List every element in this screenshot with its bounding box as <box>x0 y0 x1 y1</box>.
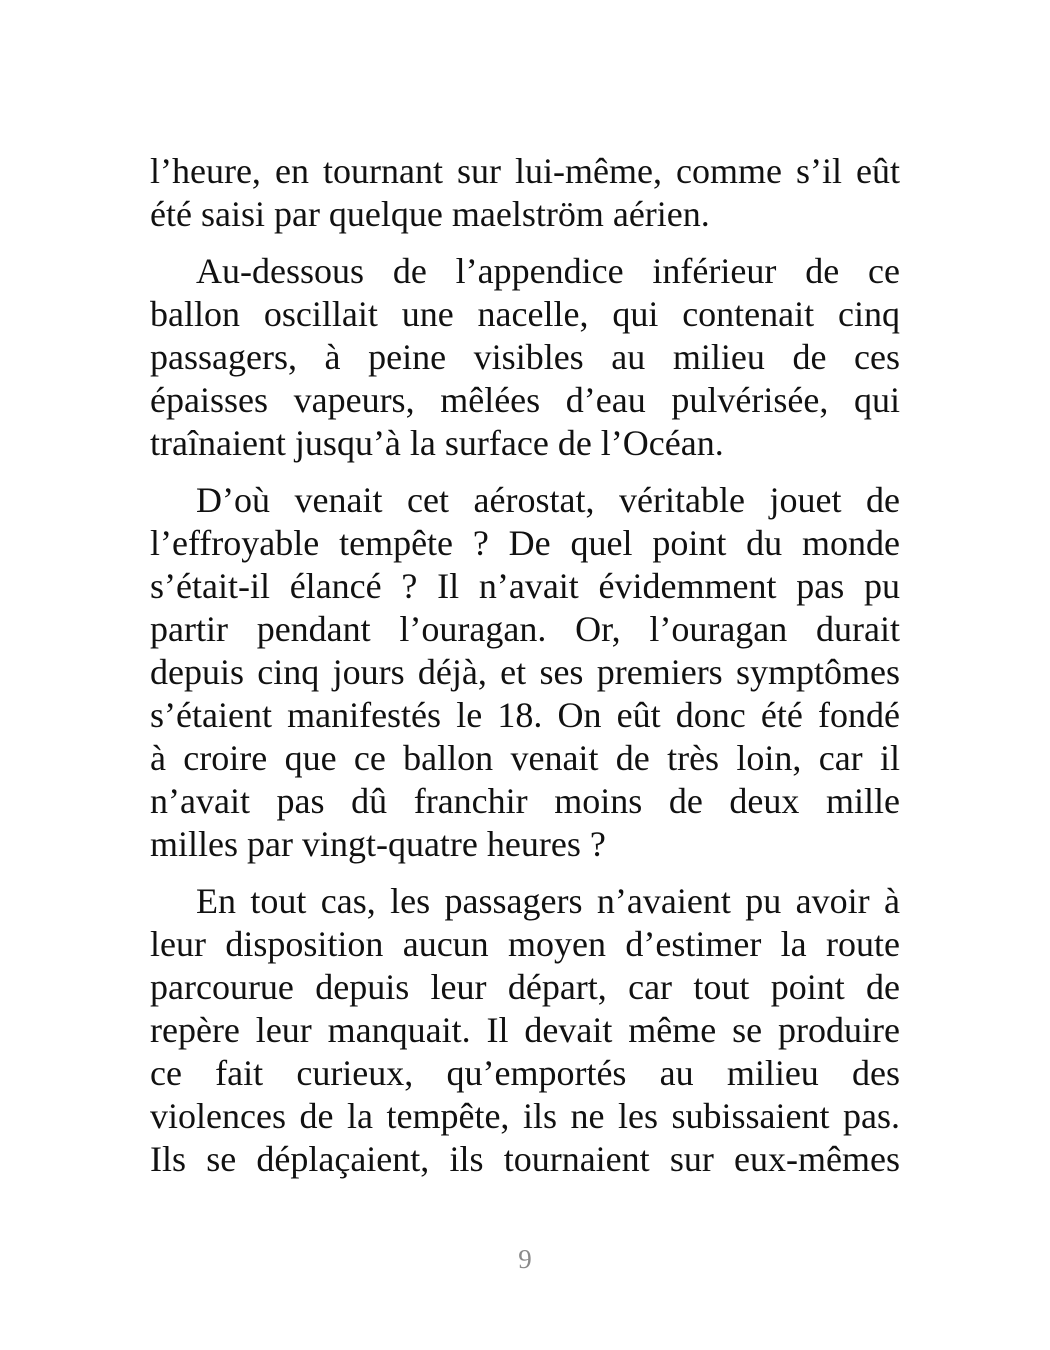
text-line: Ils se déplaçaient, ils tournaient sur eux-mêmes <box>150 1139 900 1179</box>
text-line: n’avait pas dû franchir moins de deux mille <box>150 781 900 821</box>
paragraph-3 <box>150 479 900 866</box>
text-line: ce fait curieux, qu’emportés au milieu des <box>150 1053 900 1093</box>
text-line: passagers, à peine visibles au milieu de ces <box>150 337 900 377</box>
text-line: En tout cas, les passagers n’avaient pu avoir à <box>196 881 900 921</box>
text-line: parcourue depuis leur départ, car tout point de <box>150 967 900 1007</box>
text-line: leur disposition aucun moyen d’estimer la route <box>150 924 900 964</box>
text-line: Au-dessous de l’appendice inférieur de ce <box>196 251 900 291</box>
text-line: depuis cinq jours déjà, et ses premiers symptômes <box>150 652 900 692</box>
text-line: s’étaient manifestés le 18. On eût donc été fondé <box>150 695 900 735</box>
text-line: l’heure, en tournant sur lui-même, comme s’il eût <box>150 151 900 191</box>
text-line: D’où venait cet aérostat, véritable jouet de <box>196 480 900 520</box>
paragraph-1 <box>150 150 900 236</box>
paragraph-2 <box>150 250 900 465</box>
text-line: épaisses vapeurs, mêlées d’eau pulvérisée, qui <box>150 380 900 420</box>
text-line: à croire que ce ballon venait de très loin, car il <box>150 738 900 778</box>
page-number: 9 <box>518 1244 532 1274</box>
text-line: traînaient jusqu’à la surface de l’Océan. <box>150 423 724 463</box>
text-line: violences de la tempête, ils ne les subissaient pas. <box>150 1096 900 1136</box>
text-line: ballon oscillait une nacelle, qui contenait cinq <box>150 294 900 334</box>
text-line: été saisi par quelque maelström aérien. <box>150 194 710 234</box>
text-line: partir pendant l’ouragan. Or, l’ouragan durait <box>150 609 900 649</box>
paragraph-4 <box>150 880 900 1181</box>
text-line: milles par vingt-quatre heures ? <box>150 824 606 864</box>
text-line: s’était-il élancé ? Il n’avait évidemment pas pu <box>150 566 900 606</box>
text-line: l’effroyable tempête ? De quel point du monde <box>150 523 900 563</box>
text-line: repère leur manquait. Il devait même se produire <box>150 1010 900 1050</box>
page-body-text <box>150 150 900 1195</box>
